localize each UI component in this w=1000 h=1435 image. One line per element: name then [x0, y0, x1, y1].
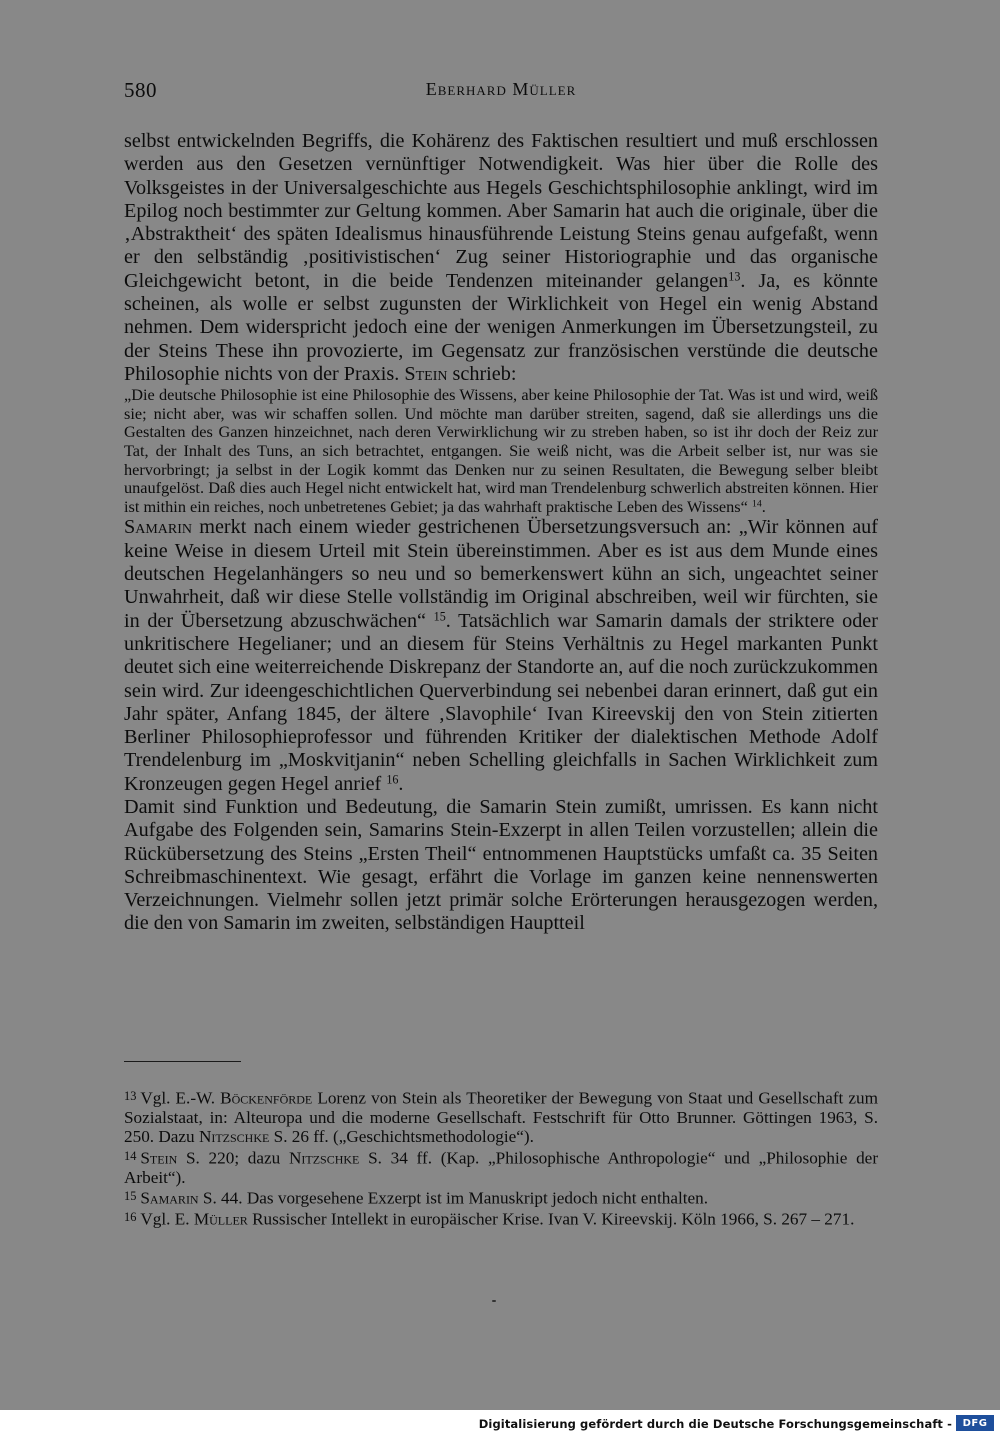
- footnotes-section: [124, 1087, 878, 1229]
- digitization-footer: [0, 1410, 1000, 1435]
- footnote-separator: [124, 1061, 241, 1062]
- block-quote-text: „Die deutsche Philosophie ist eine Philosophie des Wissens, aber keine Philosophie der Tat. Was ist und wird, weiß sie; nicht aber, was wir schaffen sollen. Und möchte man darüber streiten, sagend, daß sie allerdings uns die Gestalten des Ganzen hinzeichnet, nach deren Verwirklichung wir zu streben haben, so ist ihr doch der Reiz zur Tat, der Inhalt des Tuns, an sich betrachtet, entgangen. Sie weiß nicht, was die Arbeit selber ist, nur was sie hervorbringt; ja selbst in der Logik kommt das Denken nur zu seinen Resultaten, die Bewegung selber bleibt unaufgelöst. Daß dies auch Hegel nicht entwickelt hat, wird man Trendelenburg schwerlich abstreiten können. Hier ist mithin ein reiches, noch unbetretenes Gebiet; ja das wahrhaft praktische Leben des Wissens“: [124, 385, 878, 516]
- footnote-number: 14: [124, 1148, 137, 1163]
- footnote-author: Samarin: [140, 1188, 199, 1208]
- footnote-ref-16[interactable]: 16: [386, 772, 399, 787]
- footnote-text: Vgl. E.: [140, 1209, 190, 1229]
- footnote-14: [124, 1147, 878, 1187]
- footnote-text: S. 220; dazu: [185, 1148, 281, 1168]
- footnote-text: S. 26 ff. („Geschichtsmethodologie“).: [273, 1127, 534, 1147]
- author-name-stein: Stein: [404, 362, 448, 385]
- footnote-author: Nitzschke: [288, 1148, 360, 1168]
- paragraph-1: [124, 130, 878, 386]
- main-body-text: [124, 130, 878, 936]
- paragraph-2-text-a: merkt nach einem wieder gestrichenen Übersetzungsversuch an: „Wir können auf keine Weise in diesem Urteil mit Stein übereinstimmen. Aber es ist aus dem Munde eines deutschen Hegelanhängers so neu und so bemerkenswert kühn an sich, ungeachtet seiner Unwahrheit, daß wir diese Stelle vollständig im Original abschreiben, weil wir fürchten, sie in der Übersetzung abzuschwächen“: [124, 516, 878, 632]
- footnote-text: Lorenz von Stein als Theoretiker der Bewegung von Staat und Gesellschaft zum Sozialstaat, in: Alteuropa und die moderne Gesellschaft. Festschrift für Otto Brunner. Göttingen 1963, S. 250. Dazu: [124, 1088, 878, 1147]
- footnote-ref-13[interactable]: 13: [728, 269, 741, 284]
- footnote-number: 16: [124, 1209, 137, 1224]
- footnote-author: Stein: [140, 1148, 178, 1168]
- footnote-ref-14[interactable]: 14: [751, 498, 762, 510]
- paragraph-1-text-b: . Ja, es könnte scheinen, als wolle er selbst zugunsten der Wirklichkeit von Hegel ein wenig Abstand nehmen. Dem widerspricht jedoch eine der wenigen Anmerkungen im Übersetzungsteil, zu der Steins These ihn provozierte, im Gegensatz zur französischen verstünde die deutsche Philosophie nichts von der Praxis.: [124, 269, 879, 385]
- paragraph-1-text-a: selbst entwickelnden Begriffs, die Kohärenz des Faktischen resultiert und muß erschlossen werden aus den Gesetzen vernünftiger Notwendigkeit. Was hier über die Rolle des Volksgeistes in der Universalgeschichte aus Hegels Geschichtsphilosophie anklingt, wird im Epilog noch bestimmter zur Geltung kommen. Aber Samarin hat auch die originale, über die ‚Abstraktheit‘ des späten Idealismus hinausführende Leistung Steins genau aufgefaßt, wenn er den selbständig ‚positivistischen‘ Zug seiner Historiographie und das organische Gleichgewicht betont, in die beide Tendenzen miteinander gelangen: [124, 130, 878, 292]
- footnote-text: S. 34 ff. (Kap. „Philosophische Anthropologie“ und „Philosophie der Arbeit“).: [124, 1148, 879, 1187]
- footnote-16: [124, 1208, 878, 1229]
- footnote-text: Vgl. E.-W.: [140, 1088, 216, 1108]
- funding-credit: Digitalisierung gefördert durch die Deutsche Forschungsgemeinschaft -: [478, 1417, 952, 1431]
- paragraph-1-text-c: schrieb:: [452, 362, 517, 385]
- footnote-ref-15[interactable]: 15: [433, 608, 446, 623]
- footnote-author: Böckenförde: [220, 1088, 313, 1108]
- footnote-author: Nitzschke: [198, 1127, 270, 1147]
- footnote-number: 15: [124, 1188, 137, 1203]
- scan-speck: [492, 1300, 496, 1302]
- paragraph-2: [124, 516, 878, 796]
- footnote-13: [124, 1087, 878, 1147]
- footnote-author: Müller: [193, 1209, 248, 1229]
- paragraph-2-text-b: . Tatsächlich war Samarin damals der striktere oder unkritischere Hegelianer; und an diesem für Steins Verhältnis zu Hegel markanten Punkt deutet sich eine weiterreichende Diskrepanz der Standorte an, auf die noch zurückzukommen sein wird. Zur ideengeschichtlichen Querverbindung sei nebenbei daran erinnert, daß gut ein Jahr später, Anfang 1845, der ältere ‚Slavophile‘ Ivan Kireevskij den von Stein zitierten Berliner Philosophieprofessor und führenden Kritiker der dialektischen Methode Adolf Trendelenburg im „Moskvitjanin“ neben Schelling gleichfalls in Sachen Wirklichkeit zum Kronzeugen gegen Hegel anrief: [124, 609, 878, 795]
- author-running-title: Eberhard Müller: [425, 79, 577, 99]
- paragraph-2-text-c: .: [398, 772, 404, 795]
- author-name-samarin: Samarin: [124, 516, 193, 539]
- page-number: 580: [124, 78, 157, 102]
- running-head: [124, 78, 878, 102]
- footnote-number: 13: [124, 1089, 137, 1103]
- block-quote-stein: „Die deutsche Philosophie ist eine Philosophie des Wissens, aber keine Philosophie der Tat. Was ist und wird, weiß sie; nicht aber, was wir schaffen sollen. Und möchte man darüber streiten, sagend, daß sie allerdings uns die Gestalten des Ganzen hinzeichnet, nach deren Verwirklichung wir zu streben haben, so ist ihr doch der Reiz zur Tat, der Inhalt des Tuns, an sich betrachtet, entgangen. Sie weiß nicht, was die Arbeit selber ist, nur was sie hervorbringt; ja selbst in der Logik kommt das Denken nur zu seinen Resultaten, die Bewegung selber bleibt unaufgelöst. Daß dies auch Hegel nicht entwickelt hat, wird man Trendelenburg schwerlich abstreiten können. Hier ist mithin ein reiches, noch unbetretenes Gebiet; ja das wahrhaft praktische Leben des Wissens“ $^{14}$.: [124, 385, 878, 516]
- footnote-text: S. 44. Das vorgesehene Exzerpt ist im Manuskript jedoch nicht enthalten.: [202, 1188, 709, 1208]
- footnote-text: Russischer Intellekt in europäischer Krise. Ivan V. Kireevskij. Köln 1966, S. 267 – 271.: [252, 1209, 855, 1229]
- dfg-logo-icon[interactable]: DFG: [956, 1415, 994, 1431]
- footnote-15: [124, 1187, 878, 1208]
- paragraph-3: Damit sind Funktion und Bedeutung, die Samarin Stein zumißt, umrissen. Es kann nicht Aufgabe des Folgenden sein, Samarins Stein-Exzerpt in allen Teilen vorzustellen; allein die Rückübersetzung des Steins „Ersten Theil“ entnommenen Hauptstücks umfaßt ca. 35 Seiten Schreibmaschinentext. Wie gesagt, erfährt die Vorlage im ganzen keine nennenswerten Verzeichnungen. Vielmehr sollen jetzt primär solche Erörterungen herausgezogen werden, die den von Samarin im zweiten, selbständigen Hauptteil: [124, 795, 878, 935]
